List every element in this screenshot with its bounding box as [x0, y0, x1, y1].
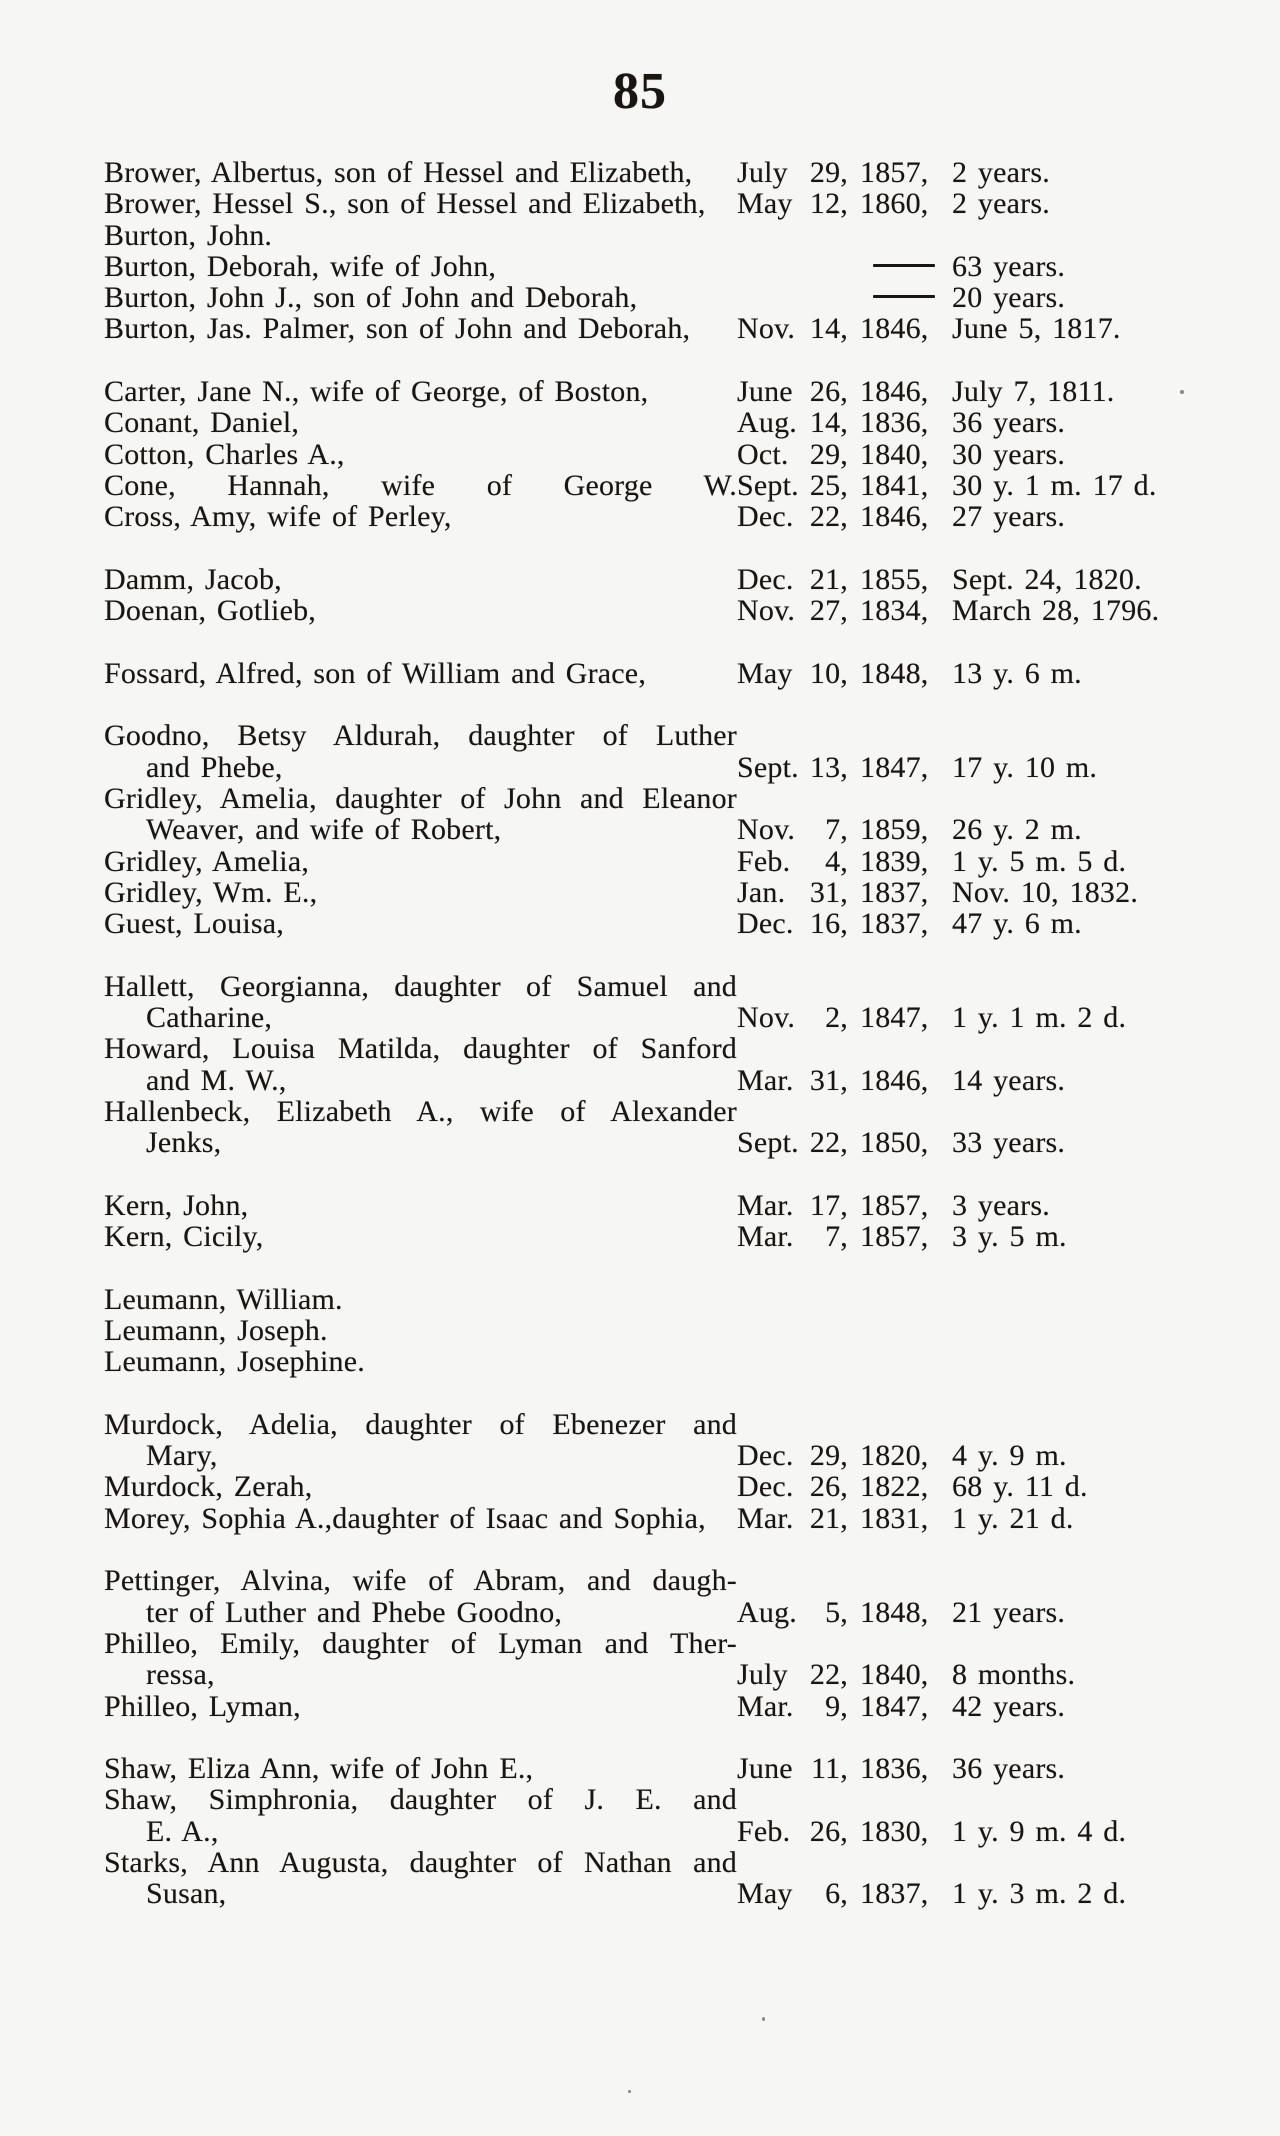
register-row	[104, 971, 1196, 1002]
age-or-birthdate	[952, 220, 1196, 251]
age-or-birthdate: 2 years.	[952, 187, 1050, 221]
entry-name: Goodno, Betsy Aldurah, daughter of Luther	[104, 719, 737, 753]
death-year: 1860,	[860, 187, 929, 221]
age-or-birthdate	[952, 1409, 1196, 1440]
scan-speck	[1180, 390, 1184, 394]
register-row	[104, 1816, 1196, 1847]
death-day: 10,	[809, 656, 848, 690]
entry-name: Fossard, Alfred, son of William and Grace,	[104, 656, 647, 690]
death-year: 1831,	[860, 1501, 929, 1535]
death-month	[737, 1565, 801, 1596]
death-day	[801, 1284, 848, 1315]
entry-name: Murdock, Zerah,	[104, 1470, 313, 1504]
entry-name: Kern, John,	[104, 1188, 249, 1222]
death-month: May	[737, 656, 793, 690]
death-day: 7,	[825, 813, 848, 847]
death-year: 1857,	[860, 156, 929, 189]
death-month	[737, 1284, 801, 1315]
death-year: 1820,	[860, 1439, 929, 1473]
entry-name: Cross, Amy, wife of Perley,	[104, 500, 452, 534]
death-month: Oct.	[737, 437, 789, 471]
death-month: Dec.	[737, 1470, 794, 1504]
death-day	[801, 220, 848, 251]
register-row	[104, 1784, 1196, 1815]
entry-name: and M. W.,	[146, 1063, 287, 1097]
register-row	[104, 313, 1196, 344]
register-row	[104, 1221, 1196, 1252]
death-year	[848, 220, 952, 251]
death-year: 1834,	[860, 594, 929, 628]
death-month: Mar.	[737, 1220, 794, 1254]
scan-speck	[628, 2090, 631, 2093]
death-year	[848, 1346, 952, 1377]
death-day	[801, 1409, 848, 1440]
register-row	[104, 1878, 1196, 1909]
register-row	[104, 376, 1196, 407]
death-day	[801, 1628, 848, 1659]
death-month: Sept.	[737, 750, 799, 784]
register-row	[104, 1065, 1196, 1096]
death-year: 1857,	[860, 1188, 929, 1222]
death-month: Mar.	[737, 1501, 794, 1535]
age-or-birthdate	[952, 1565, 1196, 1596]
register-row	[104, 157, 1196, 188]
register-row	[104, 1440, 1196, 1471]
register-row	[104, 439, 1196, 470]
death-day: 29,	[809, 156, 848, 189]
age-or-birthdate: 30 y. 1 m. 17 d.	[952, 468, 1157, 502]
death-day: 31,	[809, 1063, 848, 1097]
entry-name: Kern, Cicily,	[104, 1220, 264, 1254]
register-group	[104, 1753, 1196, 1909]
death-day: 5,	[825, 1595, 848, 1629]
death-day	[801, 1096, 848, 1127]
entry-name: Philleo, Lyman,	[104, 1689, 301, 1723]
entry-name: ressa,	[146, 1658, 215, 1692]
death-year	[848, 1784, 952, 1815]
register-row	[104, 564, 1196, 595]
register-group	[104, 376, 1196, 532]
register-row	[104, 1659, 1196, 1690]
age-or-birthdate: 26 y. 2 m.	[952, 813, 1082, 847]
register-row	[104, 752, 1196, 783]
death-year: 1841,	[860, 468, 929, 502]
death-day: 29,	[809, 437, 848, 471]
death-month: June	[737, 375, 793, 409]
death-month: Aug.	[737, 406, 797, 440]
death-year: 1837,	[860, 875, 929, 909]
age-or-birthdate: 1 y. 1 m. 2 d.	[952, 1001, 1127, 1035]
death-month: Nov.	[737, 594, 796, 628]
register-row	[104, 846, 1196, 877]
death-year	[848, 1565, 952, 1596]
death-month	[737, 1847, 801, 1878]
death-day: 26,	[809, 1470, 848, 1504]
death-day: 26,	[809, 1814, 848, 1848]
entry-name: Murdock, Adelia, daughter of Ebenezer and	[104, 1407, 737, 1441]
entry-name: Jenks,	[146, 1126, 222, 1160]
death-month	[737, 282, 801, 313]
death-day: 14,	[809, 312, 848, 346]
death-year: 1848,	[860, 1595, 929, 1629]
death-month	[737, 783, 801, 814]
age-or-birthdate: 1 y. 21 d.	[952, 1501, 1074, 1535]
register-row	[104, 1628, 1196, 1659]
death-year	[848, 1628, 952, 1659]
death-day: 9,	[825, 1689, 848, 1723]
register-row	[104, 814, 1196, 845]
entry-name: Catharine,	[146, 1001, 273, 1035]
age-or-birthdate: 1 y. 3 m. 2 d.	[952, 1877, 1127, 1911]
age-or-birthdate: March 28, 1796.	[952, 594, 1160, 628]
death-day: 22,	[809, 1658, 848, 1692]
death-day: 22,	[809, 1126, 848, 1160]
age-or-birthdate: 36 years.	[952, 406, 1066, 440]
entry-name: Cotton, Charles A.,	[104, 437, 345, 471]
register-row	[104, 1565, 1196, 1596]
death-year: 1847,	[860, 1689, 929, 1723]
death-day	[801, 282, 848, 313]
death-month	[737, 1784, 801, 1815]
death-year: 1836,	[860, 1752, 929, 1786]
age-or-birthdate: 27 years.	[952, 500, 1066, 534]
age-or-birthdate	[952, 1628, 1196, 1659]
death-year: 1846,	[860, 375, 929, 409]
death-year: 1850,	[860, 1126, 929, 1160]
death-day	[801, 1565, 848, 1596]
death-month	[737, 1315, 801, 1346]
death-day: 31,	[809, 875, 848, 909]
entry-name: Howard, Louisa Matilda, daughter of Sanford	[104, 1032, 737, 1066]
death-month	[737, 1033, 801, 1064]
age-or-birthdate	[952, 1096, 1196, 1127]
death-month: Feb.	[737, 844, 791, 878]
death-month	[737, 1628, 801, 1659]
age-or-birthdate: 8 months.	[952, 1658, 1076, 1692]
death-month: Nov.	[737, 1001, 796, 1035]
entry-name: Shaw, Simphronia, daughter of J. E. and	[104, 1783, 737, 1817]
entry-name: Mary,	[146, 1439, 218, 1473]
death-day	[801, 1033, 848, 1064]
death-month: July	[737, 1658, 788, 1692]
register-group	[104, 564, 1196, 627]
register-row	[104, 220, 1196, 251]
register-row	[104, 1753, 1196, 1784]
age-or-birthdate: 3 years.	[952, 1188, 1050, 1222]
death-month: Dec.	[737, 1439, 794, 1473]
entry-name: Burton, John J., son of John and Deborah,	[104, 281, 638, 315]
death-year: 1839,	[860, 844, 929, 878]
entry-name: Philleo, Emily, daughter of Lyman and Ther-	[104, 1626, 737, 1660]
death-day	[801, 251, 848, 282]
death-year	[848, 251, 952, 282]
death-year: 1837,	[860, 907, 929, 941]
entry-name: Hallenbeck, Elizabeth A., wife of Alexander	[104, 1094, 737, 1128]
age-or-birthdate: 1 y. 5 m. 5 d.	[952, 844, 1127, 878]
death-year: 1830,	[860, 1814, 929, 1848]
age-or-birthdate: July 7, 1811.	[952, 375, 1115, 409]
age-or-birthdate: 33 years.	[952, 1126, 1066, 1160]
age-or-birthdate	[952, 1784, 1196, 1815]
entry-name: Burton, Jas. Palmer, son of John and Deborah,	[104, 312, 691, 346]
death-month: Nov.	[737, 312, 796, 346]
register-row	[104, 658, 1196, 689]
entry-name: Leumann, William.	[104, 1282, 343, 1316]
entry-name: Conant, Daniel,	[104, 406, 300, 440]
death-day: 16,	[809, 907, 848, 941]
age-or-birthdate: 3 y. 5 m.	[952, 1220, 1067, 1254]
death-day	[801, 1784, 848, 1815]
death-year	[848, 282, 952, 313]
entry-name: Leumann, Joseph.	[104, 1313, 328, 1347]
death-day	[801, 1847, 848, 1878]
age-or-birthdate: Sept. 24, 1820.	[952, 562, 1142, 596]
death-year	[848, 783, 952, 814]
death-month	[737, 220, 801, 251]
death-year	[848, 1847, 952, 1878]
age-or-birthdate: 30 years.	[952, 437, 1066, 471]
age-or-birthdate	[952, 1315, 1196, 1346]
register-group	[104, 157, 1196, 345]
death-month: Sept.	[737, 1126, 799, 1160]
death-year: 1840,	[860, 1658, 929, 1692]
age-or-birthdate: 17 y. 10 m.	[952, 750, 1098, 784]
register-row	[104, 1346, 1196, 1377]
age-or-birthdate: June 5, 1817.	[952, 312, 1121, 346]
age-or-birthdate: 47 y. 6 m.	[952, 907, 1082, 941]
entry-name: Weaver, and wife of Robert,	[146, 813, 502, 847]
entry-name: Leumann, Josephine.	[104, 1345, 365, 1379]
register-group	[104, 971, 1196, 1159]
age-or-birthdate: 2 years.	[952, 156, 1050, 189]
death-day: 22,	[809, 500, 848, 534]
death-month: Nov.	[737, 813, 796, 847]
death-month	[737, 1096, 801, 1127]
death-month: Dec.	[737, 907, 794, 941]
death-month	[737, 251, 801, 282]
register-row	[104, 251, 1196, 282]
death-year: 1837,	[860, 1877, 929, 1911]
death-month	[737, 1409, 801, 1440]
death-day: 6,	[825, 1877, 848, 1911]
entry-name: Burton, John.	[104, 218, 273, 252]
register-row	[104, 1284, 1196, 1315]
death-day: 29,	[809, 1439, 848, 1473]
death-day: 11,	[811, 1752, 848, 1786]
register-row	[104, 470, 1196, 501]
age-or-birthdate: 21 years.	[952, 1595, 1066, 1629]
death-day: 7,	[825, 1220, 848, 1254]
register-row	[104, 1691, 1196, 1722]
death-day: 27,	[809, 594, 848, 628]
register-row	[104, 1471, 1196, 1502]
register-group	[104, 720, 1196, 939]
age-or-birthdate: 13 y. 6 m.	[952, 656, 1082, 690]
age-or-birthdate: 14 years.	[952, 1063, 1066, 1097]
entry-name: Brower, Albertus, son of Hessel and Elizabeth,	[104, 156, 693, 189]
death-year: 1847,	[860, 750, 929, 784]
entry-name: Hallett, Georgianna, daughter of Samuel and	[104, 969, 737, 1003]
death-year: 1822,	[860, 1470, 929, 1504]
register-row	[104, 595, 1196, 626]
death-year: 1847,	[860, 1001, 929, 1035]
death-year	[848, 1284, 952, 1315]
death-day	[801, 783, 848, 814]
age-or-birthdate: 4 y. 9 m.	[952, 1439, 1067, 1473]
entry-name: Pettinger, Alvina, wife of Abram, and daugh-	[104, 1564, 737, 1598]
death-month: June	[737, 1752, 793, 1786]
age-or-birthdate	[952, 1033, 1196, 1064]
death-month	[737, 1346, 801, 1377]
age-or-birthdate	[952, 720, 1196, 751]
death-day: 21,	[809, 562, 848, 596]
register-row	[104, 1315, 1196, 1346]
death-year: 1859,	[860, 813, 929, 847]
age-or-birthdate	[952, 1847, 1196, 1878]
death-month: Jan.	[737, 875, 786, 909]
death-year: 1836,	[860, 406, 929, 440]
death-year	[848, 1409, 952, 1440]
register-row	[104, 1033, 1196, 1064]
death-day: 14,	[809, 406, 848, 440]
death-month: Mar.	[737, 1063, 794, 1097]
age-or-birthdate: 20 years.	[952, 281, 1066, 315]
death-month	[737, 971, 801, 1002]
entry-name: Guest, Louisa,	[104, 907, 284, 941]
death-day	[801, 971, 848, 1002]
register-group	[104, 1409, 1196, 1534]
death-month: May	[737, 187, 793, 221]
register-row	[104, 1190, 1196, 1221]
death-month	[737, 720, 801, 751]
death-day	[801, 1315, 848, 1346]
age-or-birthdate: 42 years.	[952, 1689, 1066, 1723]
register-row	[104, 282, 1196, 313]
entry-name: Gridley, Wm. E.,	[104, 875, 318, 909]
death-month: Dec.	[737, 562, 794, 596]
entry-name: Carter, Jane N., wife of George, of Boston,	[104, 375, 649, 409]
register-group	[104, 1190, 1196, 1253]
death-year	[848, 720, 952, 751]
register-row	[104, 908, 1196, 939]
register-row	[104, 720, 1196, 751]
death-month: Sept.	[737, 468, 799, 502]
entry-name: and Phebe,	[146, 750, 283, 784]
age-or-birthdate	[952, 1284, 1196, 1315]
register-row	[104, 1597, 1196, 1628]
death-year: 1855,	[860, 562, 929, 596]
death-day: 25,	[809, 468, 848, 502]
death-day: 21,	[809, 1501, 848, 1535]
entry-name: Morey, Sophia A.,daughter of Isaac and Sophia,	[104, 1501, 706, 1535]
register-row	[104, 1847, 1196, 1878]
register-row	[104, 1503, 1196, 1534]
register-row	[104, 1096, 1196, 1127]
age-or-birthdate: 36 years.	[952, 1752, 1066, 1786]
death-year	[848, 1315, 952, 1346]
death-year: 1846,	[860, 312, 929, 346]
register-row	[104, 783, 1196, 814]
age-or-birthdate	[952, 1346, 1196, 1377]
death-day: 13,	[809, 750, 848, 784]
scan-speck	[762, 2017, 765, 2021]
entry-name: Doenan, Gotlieb,	[104, 594, 316, 628]
death-day	[801, 720, 848, 751]
death-month: May	[737, 1877, 793, 1911]
entry-name: ter of Luther and Phebe Goodno,	[146, 1595, 563, 1629]
no-date-dash	[873, 295, 935, 298]
death-day	[801, 1346, 848, 1377]
death-year: 1857,	[860, 1220, 929, 1254]
register-row	[104, 501, 1196, 532]
register-row	[104, 1002, 1196, 1033]
age-or-birthdate	[952, 783, 1196, 814]
no-date-dash	[873, 264, 935, 267]
death-year: 1846,	[860, 500, 929, 534]
death-month: Mar.	[737, 1188, 794, 1222]
page-number: 85	[613, 63, 667, 120]
register-row	[104, 877, 1196, 908]
register-group	[104, 1565, 1196, 1721]
register-group	[104, 658, 1196, 689]
death-day: 2,	[825, 1001, 848, 1035]
age-or-birthdate	[952, 971, 1196, 1002]
age-or-birthdate: 63 years.	[952, 249, 1066, 283]
register	[104, 157, 1196, 1910]
register-row	[104, 1409, 1196, 1440]
entry-name: Shaw, Eliza Ann, wife of John E.,	[104, 1752, 534, 1786]
death-year	[848, 1096, 952, 1127]
entry-name: Starks, Ann Augusta, daughter of Nathan and	[104, 1846, 737, 1880]
death-month: Dec.	[737, 500, 794, 534]
entry-name: Gridley, Amelia, daughter of John and Eleanor	[104, 781, 737, 815]
death-year: 1846,	[860, 1063, 929, 1097]
register-row	[104, 407, 1196, 438]
entry-name: Damm, Jacob,	[104, 562, 282, 596]
death-year: 1848,	[860, 656, 929, 690]
entry-name: Susan,	[146, 1877, 227, 1911]
death-year: 1840,	[860, 437, 929, 471]
register-group	[104, 1284, 1196, 1378]
death-day: 12,	[809, 187, 848, 221]
entry-name: Gridley, Amelia,	[104, 844, 310, 878]
death-month: Aug.	[737, 1595, 797, 1629]
register-row	[104, 188, 1196, 219]
death-month: Mar.	[737, 1689, 794, 1723]
entry-name: Burton, Deborah, wife of John,	[104, 249, 497, 283]
entry-name: Cone, Hannah, wife of George W.	[104, 468, 737, 502]
death-month: Feb.	[737, 1814, 791, 1848]
death-day: 26,	[809, 375, 848, 409]
death-month: July	[737, 156, 788, 189]
age-or-birthdate: 68 y. 11 d.	[952, 1470, 1088, 1504]
age-or-birthdate: 1 y. 9 m. 4 d.	[952, 1814, 1127, 1848]
age-or-birthdate: Nov. 10, 1832.	[952, 875, 1139, 909]
death-day: 17,	[809, 1188, 848, 1222]
death-day: 4,	[825, 844, 848, 878]
entry-name: E. A.,	[146, 1814, 219, 1848]
death-year	[848, 1033, 952, 1064]
death-year	[848, 971, 952, 1002]
entry-name: Brower, Hessel S., son of Hessel and Elizabeth,	[104, 187, 706, 221]
register-row	[104, 1127, 1196, 1158]
